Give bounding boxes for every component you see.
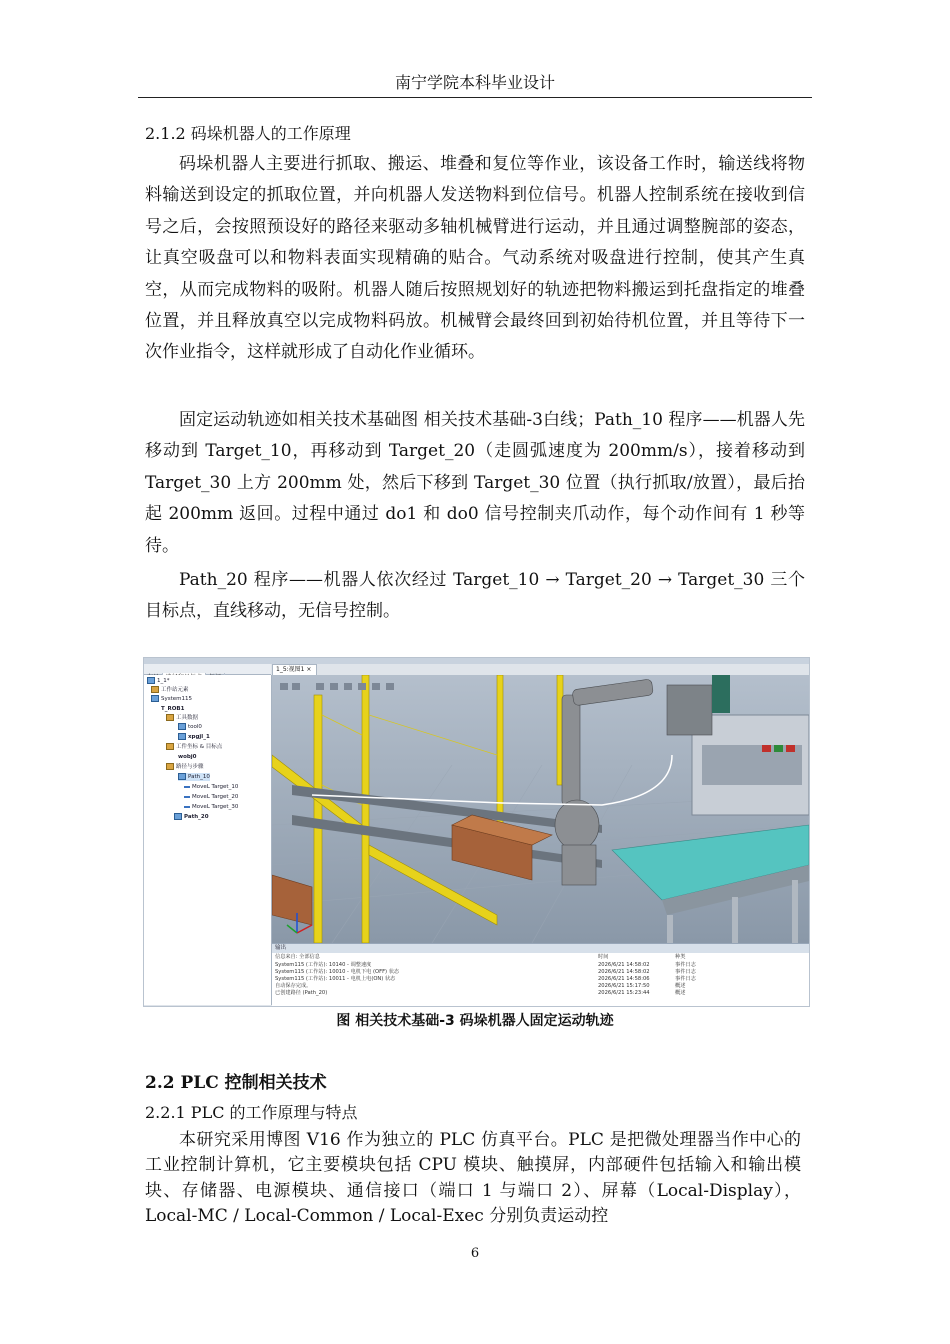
tree-item-tool0[interactable]: tool0 bbox=[178, 723, 202, 731]
folder-icon bbox=[166, 763, 174, 770]
station-icon bbox=[147, 677, 155, 684]
page-number: 6 bbox=[470, 1246, 480, 1261]
tree-item-station-elements[interactable]: 工作站元素 bbox=[151, 686, 189, 694]
section-heading-2-2-1: 2.2.1 PLC 的工作原理与特点 bbox=[145, 1103, 358, 1122]
folder-icon bbox=[151, 686, 159, 693]
tree-item-system[interactable]: System115 bbox=[151, 695, 192, 703]
tree-item-station[interactable]: 1_1* bbox=[147, 677, 170, 685]
log-row-category: 概述 bbox=[675, 990, 686, 996]
log-row-time: 2026/6/21 14:58:06 bbox=[598, 976, 650, 982]
move-arrow-icon bbox=[184, 806, 190, 808]
log-row-time: 2026/6/21 14:58:02 bbox=[598, 969, 650, 975]
tree-item-task[interactable]: T_ROB1 bbox=[161, 706, 185, 712]
tree-item-movel-30[interactable]: MoveL Target_30 bbox=[184, 803, 238, 811]
tree-item-wobj0[interactable]: wobj0 bbox=[178, 754, 197, 760]
path-icon bbox=[174, 813, 182, 820]
3d-scene-viewport[interactable] bbox=[272, 675, 809, 943]
log-row-message: System115 (工作站): 10140 - 调整速度 bbox=[275, 962, 372, 968]
paragraph-working-principle: 码垛机器人主要进行抓取、搬运、堆叠和复位等作业，该设备工作时，输送线将物料输送到设定的抓取位置，并向机器人发送物料到位信号。机器人控制系统在接收到信号之后，会按照预设好的路径来驱动多轴机械臂进行运动，并且通过调整腕部的姿态，让真空吸盘可以和物料表面实现精确的贴合。气动系统对吸盘进行控制，使其产生真空，从而完成物料的吸附。机器人随后按照规划好的轨迹把物料搬运到托盘指定的堆叠位置，并且释放真空以完成物料码放。机械臂会最终回到初始待机位置，并且等待下一次作业指令，这样就形成了自动化作业循环。 bbox=[145, 154, 805, 363]
move-arrow-icon bbox=[184, 786, 190, 788]
output-filter[interactable]: 信息来自: 全部信息 bbox=[275, 954, 320, 960]
tree-item-path-20[interactable]: Path_20 bbox=[174, 813, 209, 821]
log-row-message: System115 (工作站): 10010 - 电机下电 (OFF) 状态 bbox=[275, 969, 400, 975]
paragraph-path-10: 固定运动轨迹如相关技术基础图 相关技术基础-3白线；Path_10 程序——机器人先移动到 Target_10，再移动到 Target_20（走圆弧速度为 200mm/s），接着移动到 Target_30 上方 200mm 处，然后下移到 Target_30 位置（执行抓取/放置），最后抬起 200mm 返回。过程中通过 do1 和 do0 信号控制夹爪动作，每个动作间有 1 秒等待。 bbox=[145, 410, 805, 556]
tab-view1[interactable]: 1_5:视图1 × bbox=[272, 664, 317, 675]
controller-icon bbox=[151, 695, 159, 702]
tree-item-gripper[interactable]: xpgjl_1 bbox=[178, 733, 210, 741]
paragraph-path-20: Path_20 程序——机器人依次经过 Target_10 → Target_20 → Target_30 三个目标点，直线移动，无信号控制。 bbox=[145, 570, 805, 622]
output-panel bbox=[272, 943, 809, 1007]
move-arrow-icon bbox=[184, 796, 190, 798]
output-col-category: 种类 bbox=[675, 954, 686, 960]
path-icon bbox=[178, 773, 186, 780]
output-col-time: 时间 bbox=[598, 954, 609, 960]
tree-item-movel-20[interactable]: MoveL Target_20 bbox=[184, 793, 238, 801]
section-heading-2-2: 2.2 PLC 控制相关技术 bbox=[145, 1073, 327, 1093]
folder-icon bbox=[166, 714, 174, 721]
robot-simulation-screenshot bbox=[143, 657, 810, 1007]
log-row-category: 事件日志 bbox=[675, 969, 696, 975]
log-row-message: System115 (工作站): 10011 - 电机上电(ON) 状态 bbox=[275, 976, 396, 982]
tool-icon bbox=[178, 723, 186, 730]
tree-item-movel-10[interactable]: MoveL Target_10 bbox=[184, 783, 238, 791]
paths-tree bbox=[144, 675, 272, 1005]
tree-item-path-10[interactable]: Path_10 bbox=[178, 773, 210, 781]
figure-caption: 图 相关技术基础-3 码垛机器人固定运动轨迹 bbox=[336, 1013, 614, 1029]
folder-icon bbox=[166, 743, 174, 750]
section-heading-2-1-2: 2.1.2 码垛机器人的工作原理 bbox=[145, 124, 351, 143]
log-row-category: 事件日志 bbox=[675, 962, 696, 968]
log-row-category: 概述 bbox=[675, 983, 686, 989]
tree-item-tooldata[interactable]: 工具数据 bbox=[166, 714, 198, 722]
log-row-time: 2026/6/21 14:58:02 bbox=[598, 962, 650, 968]
browser-tabs bbox=[144, 664, 271, 675]
log-row-message: 已创建路径 (Path_20) bbox=[275, 990, 328, 996]
log-row-time: 2026/6/21 15:23:44 bbox=[598, 990, 650, 996]
tree-item-workobjects[interactable]: 工件坐标 & 目标点 bbox=[166, 743, 222, 751]
page-header: 南宁学院本科毕业设计 bbox=[138, 70, 812, 98]
log-row-category: 事件日志 bbox=[675, 976, 696, 982]
output-panel-title: 输出 bbox=[272, 944, 810, 953]
tree-item-paths[interactable]: 路径与步骤 bbox=[166, 763, 204, 771]
log-row-message: 自动保存完成。 bbox=[275, 983, 312, 989]
tool-icon bbox=[178, 733, 186, 740]
log-row-time: 2026/6/21 15:17:50 bbox=[598, 983, 650, 989]
paragraph-plc-intro: 本研究采用博图 V16 作为独立的 PLC 仿真平台。PLC 是把微处理器当作中心的工业控制计算机，它主要模块包括 CPU 模块、触摸屏，内部硬件包括输入和输出模块、存储器、电源模块、通信接口（端口 1 与端口 2）、屏幕（Local-Display），Local-MC / Local-Common / Local-Exec 分别负责运动控 bbox=[145, 1130, 801, 1226]
